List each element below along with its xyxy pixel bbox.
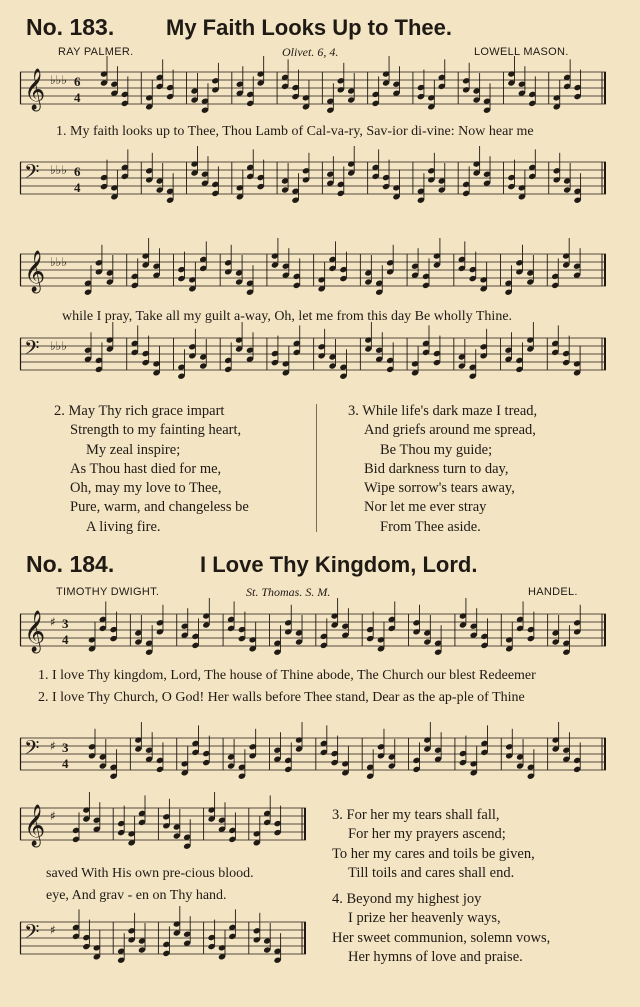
stanza-line: Till toils and cares shall end. — [348, 864, 515, 881]
stanza-line: Strength to my fainting heart, — [70, 422, 242, 439]
svg-text:3: 3 — [62, 740, 69, 755]
music-staff — [20, 612, 606, 654]
lyric-line: eye, And grav - en on Thy hand. — [46, 888, 227, 903]
stanza-2 — [54, 402, 249, 537]
stanza-line: My zeal inspire; — [86, 441, 181, 458]
hymn-number: No. 183. — [26, 14, 115, 40]
svg-text:♭♭♭: ♭♭♭ — [50, 255, 67, 269]
stanza-line: Pure, warm, and changeless be — [70, 499, 249, 516]
svg-text:𝄞: 𝄞 — [24, 611, 46, 652]
svg-text:♭♭♭: ♭♭♭ — [50, 163, 67, 177]
stanza-line: Her sweet communion, solemn vows, — [332, 929, 551, 946]
svg-text:♯: ♯ — [50, 809, 56, 823]
stanza-line: Be Thou my guide; — [380, 441, 493, 458]
svg-text:𝄞: 𝄞 — [24, 805, 46, 846]
tune-name: St. Thomas. S. M. — [246, 585, 331, 599]
svg-text:4: 4 — [62, 632, 69, 647]
stanza-3 — [348, 402, 537, 537]
stanza-line: From Thee aside. — [380, 518, 481, 535]
tune-name: Olivet. 6, 4. — [282, 45, 339, 59]
stanza-line: 4. Beyond my highest joy — [332, 891, 482, 907]
hymn-author: RAY PALMER. — [58, 46, 134, 58]
hymn-author: TIMOTHY DWIGHT. — [56, 586, 160, 598]
svg-text:♯: ♯ — [50, 923, 56, 937]
svg-text:𝄞: 𝄞 — [24, 69, 46, 110]
music-staff — [20, 160, 606, 202]
svg-text:♯: ♯ — [50, 615, 56, 629]
stanza-line: 3. While life's dark maze I tread, — [348, 403, 538, 419]
music-staff — [20, 920, 306, 962]
svg-text:𝄢: 𝄢 — [24, 336, 40, 364]
svg-text:𝄢: 𝄢 — [24, 736, 40, 764]
music-staff — [20, 806, 306, 848]
svg-text:4: 4 — [74, 180, 81, 195]
stanza-line: 2. May Thy rich grace impart — [54, 403, 225, 419]
svg-text:♭♭♭: ♭♭♭ — [50, 73, 67, 87]
svg-text:6: 6 — [74, 164, 81, 179]
hymn-title: I Love Thy Kingdom, Lord. — [200, 552, 478, 577]
stanza-line: Nor let me ever stray — [364, 499, 487, 516]
stanza-line: I prize her heavenly ways, — [348, 910, 501, 927]
stanza-line: A living fire. — [86, 518, 161, 535]
stanza-line: As Thou hast died for me, — [70, 460, 222, 477]
music-staff — [20, 336, 606, 378]
svg-text:3: 3 — [62, 616, 69, 631]
lyric-line: 1. My faith looks up to Thee, Thou Lamb of Cal-va-ry, Sav-ior di-vine: Now hear me — [56, 124, 534, 139]
svg-text:♭♭♭: ♭♭♭ — [50, 339, 67, 353]
svg-text:4: 4 — [74, 90, 81, 105]
hymn-number: No. 184. — [26, 551, 115, 577]
svg-text:♯: ♯ — [50, 739, 56, 753]
hymn-composer: HANDEL. — [528, 586, 578, 598]
stanza-line: 3. For her my tears shall fall, — [332, 807, 500, 823]
stanza-3 — [332, 806, 535, 883]
svg-text:𝄞: 𝄞 — [24, 251, 46, 292]
svg-text:4: 4 — [62, 756, 69, 771]
svg-text:𝄢: 𝄢 — [24, 920, 40, 948]
stanza-line: Wipe sorrow's tears away, — [364, 480, 515, 497]
lyric-line: while I pray, Take all my guilt a-way, Oh, let me from this day Be wholly Thine. — [62, 309, 513, 324]
svg-text:6: 6 — [74, 74, 81, 89]
music-staff — [20, 252, 606, 294]
stanza-line: For her my prayers ascend; — [348, 826, 506, 843]
hymn-title: My Faith Looks Up to Thee. — [166, 15, 453, 40]
lyric-line: saved With His own pre-cious blood. — [46, 866, 254, 881]
stanza-4 — [332, 890, 550, 967]
stanza-line: Oh, may my love to Thee, — [70, 480, 222, 497]
stanza-line: And griefs around me spread, — [364, 422, 536, 439]
stanza-line: Bid darkness turn to day, — [364, 460, 509, 477]
column-divider — [316, 404, 317, 532]
lyric-line: 2. I love Thy Church, O God! Her walls before Thee stand, Dear as the ap-ple of Thine — [38, 690, 525, 705]
svg-text:𝄢: 𝄢 — [24, 160, 40, 188]
music-staff — [20, 70, 606, 112]
music-staff — [20, 736, 606, 778]
lyric-line: 1. I love Thy kingdom, Lord, The house of Thine abode, The Church our blest Redeemer — [38, 668, 536, 683]
hymn-composer: LOWELL MASON. — [474, 46, 569, 58]
stanza-line: Her hymns of love and praise. — [348, 948, 523, 965]
stanza-line: To her my cares and toils be given, — [332, 845, 535, 862]
